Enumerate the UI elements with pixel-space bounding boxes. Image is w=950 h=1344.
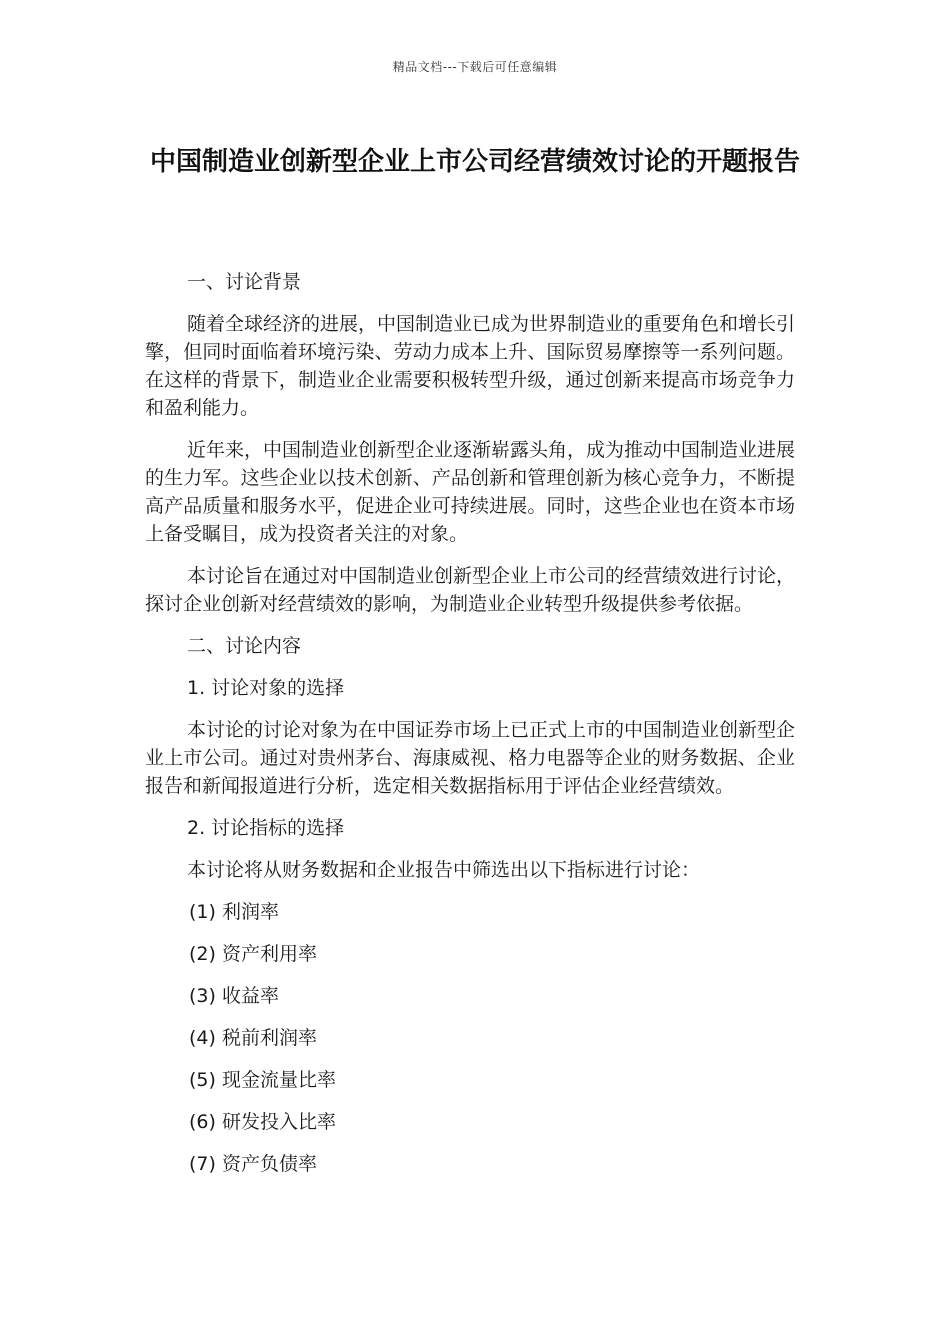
list-item: (4) 税前利润率 (189, 1027, 317, 1049)
subsection-heading-indicators: 2. 讨论指标的选择 (187, 817, 345, 839)
page-header: 精品文档---下载后可任意编辑 (392, 60, 558, 74)
section-heading-background: 一、讨论背景 (187, 271, 302, 293)
list-item: (1) 利润率 (189, 901, 279, 923)
paragraph: 近年来，中国制造业创新型企业逐渐崭露头角，成为推动中国制造业进展的生力军。这些企业以技术创新、产品创新和管理创新为核心竞争力，不断提高产品质量和服务水平，促进企业可持续进展。同时，这些企业也在资本市场上备受瞩目，成为投资者关注的对象。 (145, 439, 796, 545)
paragraph: 本讨论的讨论对象为在中国证券市场上已正式上市的中国制造业创新型企业上市公司。通过对贵州茅台、海康威视、格力电器等企业的财务数据、企业报告和新闻报道进行分析，选定相关数据指标用于评估企业经营绩效。 (145, 719, 796, 797)
list-item: (6) 研发投入比率 (189, 1111, 336, 1133)
list-item: (5) 现金流量比率 (189, 1069, 336, 1091)
document-title: 中国制造业创新型企业上市公司经营绩效讨论的开题报告 (149, 147, 800, 177)
list-item: (3) 收益率 (189, 985, 279, 1007)
list-item: (7) 资产负债率 (189, 1153, 317, 1175)
section-heading-content: 二、讨论内容 (187, 635, 302, 657)
paragraph: 本讨论旨在通过对中国制造业创新型企业上市公司的经营绩效进行讨论，探讨企业创新对经营绩效的影响，为制造业企业转型升级提供参考依据。 (145, 565, 796, 615)
subsection-heading-object: 1. 讨论对象的选择 (187, 677, 345, 699)
paragraph: 本讨论将从财务数据和企业报告中筛选出以下指标进行讨论： (187, 859, 701, 881)
list-item: (2) 资产利用率 (189, 943, 317, 965)
document-body (145, 268, 795, 1192)
paragraph: 随着全球经济的进展，中国制造业已成为世界制造业的重要角色和增长引擎，但同时面临着环境污染、劳动力成本上升、国际贸易摩擦等一系列问题。在这样的背景下，制造业企业需要积极转型升级，通过创新来提高市场竞争力和盈利能力。 (145, 313, 796, 419)
